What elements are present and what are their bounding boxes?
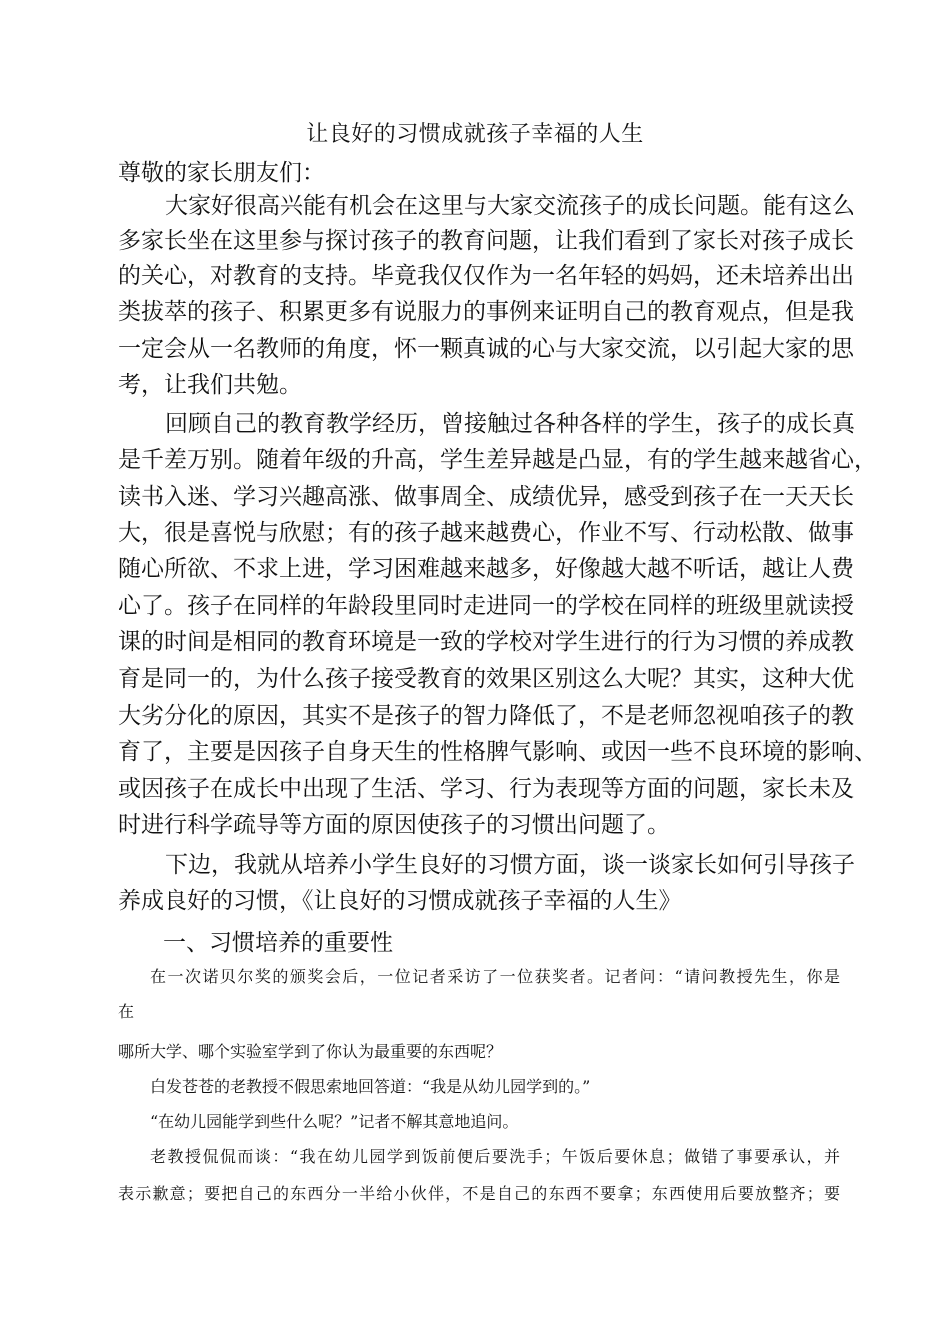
paragraph-2-line-1: 回顾自己的教育教学经历，曾接触过各种各样的学生，孩子的成长真 [165, 411, 855, 437]
paragraph-2-line-3: 读书入迷、学习兴趣高涨、做事周全、成绩优异，感受到孩子在一天天长 [118, 484, 854, 510]
story-paragraph-1-line-1: 在一次诺贝尔奖的颁奖会后，一位记者采访了一位获奖者。记者问：“请问教授先生，你是 [150, 967, 840, 986]
paragraph-2-line-6: 心了。孩子在同样的年龄段里同时走进同一的学校在同样的班级里就读授 [118, 593, 854, 619]
paragraph-2-line-12: 时进行科学疏导等方面的原因使孩子的习惯出问题了。 [118, 812, 670, 838]
section-heading: 一、习惯培养的重要性 [163, 930, 393, 956]
story-paragraph-1-line-3: 哪所大学、哪个实验室学到了你认为最重要的东西呢？ [118, 1042, 503, 1061]
story-paragraph-1-line-2: 在 [118, 1002, 135, 1021]
story-paragraph-4-line-1: 老教授侃侃而谈：“我在幼儿园学到饭前便后要洗手；午饭后要休息；做错了事要承认，并 [150, 1147, 840, 1166]
paragraph-2-line-7: 课的时间是相同的教育环境是一致的学校对学生进行的行为习惯的养成教 [118, 629, 854, 655]
paragraph-1-line-5: 一定会从一名教师的角度，怀一颗真诚的心与大家交流，以引起大家的思 [118, 336, 854, 362]
paragraph-1-line-1: 大家好很高兴能有机会在这里与大家交流孩子的成长问题。能有这么 [165, 193, 855, 219]
paragraph-1-line-4: 类拔萃的孩子、积累更多有说服力的事例来证明自己的教育观点，但是我 [118, 299, 854, 325]
paragraph-2-line-5: 随心所欲、不求上进，学习困难越来越多，好像越大越不听话，越让人费 [118, 556, 854, 582]
paragraph-2-line-8: 育是同一的，为什么孩子接受教育的效果区别这么大呢？其实，这种大优 [118, 666, 854, 692]
paragraph-1-line-2: 多家长坐在这里参与探讨孩子的教育问题，让我们看到了家长对孩子成长 [118, 228, 854, 254]
story-paragraph-3: “在幼儿园能学到些什么呢？”记者不解其意地追问。 [150, 1112, 519, 1131]
paragraph-2-line-4: 大，很是喜悦与欣慰；有的孩子越来越费心，作业不写、行动松散、做事 [118, 520, 854, 546]
story-paragraph-4-line-2: 表示歉意；要把自己的东西分一半给小伙伴，不是自己的东西不要拿；东西使用后要放整齐；要 [118, 1184, 840, 1203]
paragraph-1-line-3: 的关心，对教育的支持。毕竟我仅仅作为一名年轻的妈妈，还未培养出出 [118, 263, 854, 289]
paragraph-3-line-1: 下边，我就从培养小学生良好的习惯方面，谈一谈家长如何引导孩子 [165, 852, 855, 878]
paragraph-2-line-2: 是千差万别。随着年级的升高，学生差异越是凸显，有的学生越来越省心， [118, 447, 877, 473]
salutation: 尊敬的家长朋友们： [118, 160, 325, 186]
story-paragraph-2: 白发苍苍的老教授不假思索地回答道：“我是从幼儿园学到的。” [150, 1077, 591, 1096]
paragraph-1-line-6: 考，让我们共勉。 [118, 372, 302, 398]
paragraph-2-line-11: 或因孩子在成长中出现了生活、学习、行为表现等方面的问题，家长未及 [118, 776, 854, 802]
document-title: 让良好的习惯成就孩子幸福的人生 [306, 122, 644, 147]
paragraph-2-line-9: 大劣分化的原因，其实不是孩子的智力降低了，不是老师忽视咱孩子的教 [118, 703, 854, 729]
paragraph-2-line-10: 育了，主要是因孩子自身天生的性格脾气影响、或因一些不良环境的影响、 [118, 739, 877, 765]
paragraph-3-line-2: 养成良好的习惯，《让良好的习惯成就孩子幸福的人生》 [118, 888, 682, 914]
